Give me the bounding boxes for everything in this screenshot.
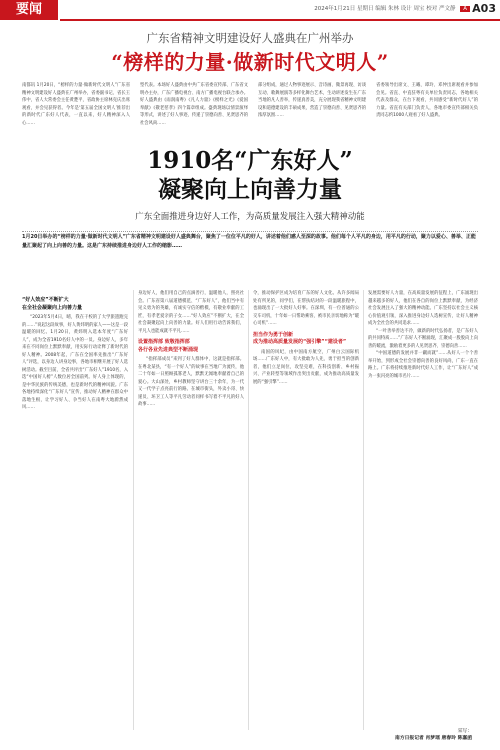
column-divider — [133, 290, 134, 730]
lead-column-2 — [140, 82, 248, 140]
lead-col4-text: 省委领导出席文、王曦、谭玲、邓仲出席观看并参加会见。省直、中直驻粤有关单位负责同志，各地相关代表及群众，在台下观看，共同感受“新时代好人”的力量。省直有关部门负责人，各地市委宣传部相关负责同志约1000人观看了好人盛典。 — [376, 83, 478, 118]
feature-col4b-text: “一叶善举善达不冷，做新的时代弘扬者，是广东好人的共同特质……”广东好人不断涌现，汇聚成一股股向上向善的暖流，激励着更多的人见贤思齐、崇德向善…… — [368, 328, 478, 349]
issue-meta — [314, 4, 470, 12]
header-rule — [60, 19, 500, 21]
byline — [395, 728, 472, 742]
feature-column-3 — [253, 290, 359, 725]
feature-col3b-text: 南国的风纪，由中国南方航空，广州白云国际机场……广东好人中，有大批敢为人先、勇于担当的创新者，他们立足岗位，攻坚克难，在科技创新、乡村振兴、产业转型等领域作出突出贡献，成为推动高质量发展的“强引擎”…… — [253, 349, 359, 385]
lead-column-3 — [258, 82, 366, 140]
feature-column-1 — [22, 295, 128, 725]
byline-label: 采写： — [457, 729, 472, 734]
feature-col3-text: 令，推动保护区成为培育广东的好人文化。从许多闻局处有所见的，同学们，在帮扶结对的一段温暖旅程中，也涌现出了一大批好人好事。在深圳，有一位普通的公交车司机，十年如一日帮助乘客，被市民亲切地称为“暖心司机”…… — [253, 291, 359, 326]
feature-col4-text: 发展需要好人力量，在高质量发展的征程上，广东涌现出越来越多的好人，他们在各自的岗位上默默奉献，为经济社会发展注入了强大的精神动能。广东坚持以社会主义核心价值观引领，深入推进身边好人选树宣传，让好人精神成为全社会的共同追求…… — [368, 291, 478, 326]
lead-col1-text: 南都讯 1月20日，“榜样的力量·做新时代文明人”广东省精神文明建设好人盛典在广州举办，省委副书记、省长王伟中，省人大常委会主任黄楚平，省政协主席林克庆出席观看，并会见获得者。今年是‘第五届全国文明人’推荐出的新时代广东好人代表，一直以来，好人精神深入人心…… — [22, 83, 130, 126]
feature-title — [0, 146, 500, 204]
feature-subtitle: 广东全面推进身边好人工作，为高质量发展注入强大精神动能 — [135, 212, 365, 222]
feature-summary-text: 1月20日举办的“榜样的力量·做新时代文明人”广东省精神文明建设好人盛典舞台，聚焦了一位位平凡的好人，讲述着他们感人至深的故事。他们每个人平凡的身边，用平凡的行动，聚力以爱心、善举、正能量汇聚起了向上向善的力量。这是广东持续推进身边好人工作的缩影…… — [22, 234, 476, 249]
column-divider — [248, 290, 249, 730]
section-label: 要闻 — [0, 0, 58, 20]
lead-column-1 — [22, 82, 130, 140]
issue-meta-text: 2024年1月21日 星期日 编辑 朱林 设计 周宝 校对 严文静 — [314, 6, 456, 12]
lead-title: “榜样的力量·做新时代文明人” — [111, 50, 389, 74]
lead-col3-text: 部分组成，通过人物事迹展示、音诗画、微景再现、访谈互动、歌舞展演等多样化舞台艺术，生动讲述发生在广东当地的凡人善举，传递真善美，充分展现我省精神文明建设和道德建设的丰硕成果，营造了崇德向善、见贤思齐的浓厚氛围…… — [258, 83, 366, 118]
feature-col4c-text: “中国道德的发展并非一蹴而就”……从好人一个个善举开始，到形成全社会崇德向善的良好风尚，广东一直在路上。广东将持续推进新时代好人工作，让“广东好人”成为一张闪亮的城市名片…… — [368, 351, 478, 379]
feature-col2-text: 身边好人，他们用自己的点滴善行，温暖他人，照亮社会。广东省第八届道德模范、“广东好人”，他们当中有见义勇为的英雄，有诚实守信的楷模，有敬业奉献的工匠，有孝老爱亲的子女……“好人效应”不断扩大，在全社会凝聚起向上向善的力量。好人们用行动告诉我们，平凡人也能成就不平凡…… — [138, 291, 244, 334]
lead-col2-text: 型代表。本场好人盛典由中共广东省委宣传部、广东省文明办主办，广东广播电视台、南方广播电视台联合承办。好人盛典由《雨润南粤》《凡人力量》《榜样之光》《爱国奉献》《敬老慈孝》四个篇章组成。盛典现场以情景演绎等形式，讲述了好人事迹，传递了崇德向善、见贤思齐的社会风尚…… — [140, 83, 248, 126]
summary-rule-top — [22, 231, 478, 232]
feature-col2b-text: “指挥部成员”来到了好人群体中，这就是指挥部。在粤北某县，“有一个好人”的故事在当地广为流传，他二十年如一日照顾孤寡老人，默默无闻地奉献着自己的爱心。大山深处，乡村教师坚守讲台三十余年，为一代又一代学子点亮前行的路。在城市街头，外卖小哥、快递员、环卫工人等平凡劳动者同样书写着不平凡的好人故事…… — [138, 357, 244, 407]
page-header — [0, 0, 500, 20]
feature-col1-heading: “好人效应”不断扩大 在全社会凝聚向上向善力量 — [22, 297, 83, 311]
lead-subtitle: 广东省精神文明建设好人盛典在广州举办 — [146, 31, 354, 45]
byline-reporters: 南方日报记者 肖梦瑶 唐春玲 陈嘉函 — [395, 736, 472, 741]
feature-title-line2: 凝聚向上向善力量 — [158, 176, 342, 203]
feature-column-4 — [368, 290, 478, 722]
column-divider — [363, 290, 364, 730]
edition-tag: A — [460, 6, 470, 12]
feature-col2-heading: 设置指挥部 致敬指挥部 各行各业先进典型不断涌现 — [138, 339, 199, 353]
feature-column-2 — [138, 290, 244, 725]
feature-col3-heading: 担当作为勇于创新 成为推动高质量发展的“强引擎”“建设者” — [253, 331, 347, 345]
feature-title-line1: 1910名“广东好人” — [147, 147, 353, 174]
feature-col1-text: “2023年5月4日，晴，我在干校的了大学旅遗跑完的……”说起这段故事，好人黄炜明的家人——这是一段温暖的回忆。1月20日，黄炜明入选本年度“广东好人”，成为全省1910名好人中的一员。身边好人，多年来在不同岗位上默默奉献，用实际行动诠释了新时代的好人精神。2008年起，广东在全国率先推出“广东好人”评选，以身边人讲身边事，各地市相继开展了好人选树活动。截至目前，全省共评出“广东好人”1910名，入选“中国好人榜”人数位居全国前列。好人身上体现的，是中华民族的传统美德，也是新时代的精神风貌。广东各地持续深化“广东好人”宣传，推动好人精神在群众中落地生根，让学习好人、争当好人在南粤大地蔚然成风…… — [22, 315, 128, 410]
lead-column-4 — [376, 82, 478, 140]
feature-summary — [22, 230, 478, 250]
page-number: A03 — [472, 2, 496, 15]
